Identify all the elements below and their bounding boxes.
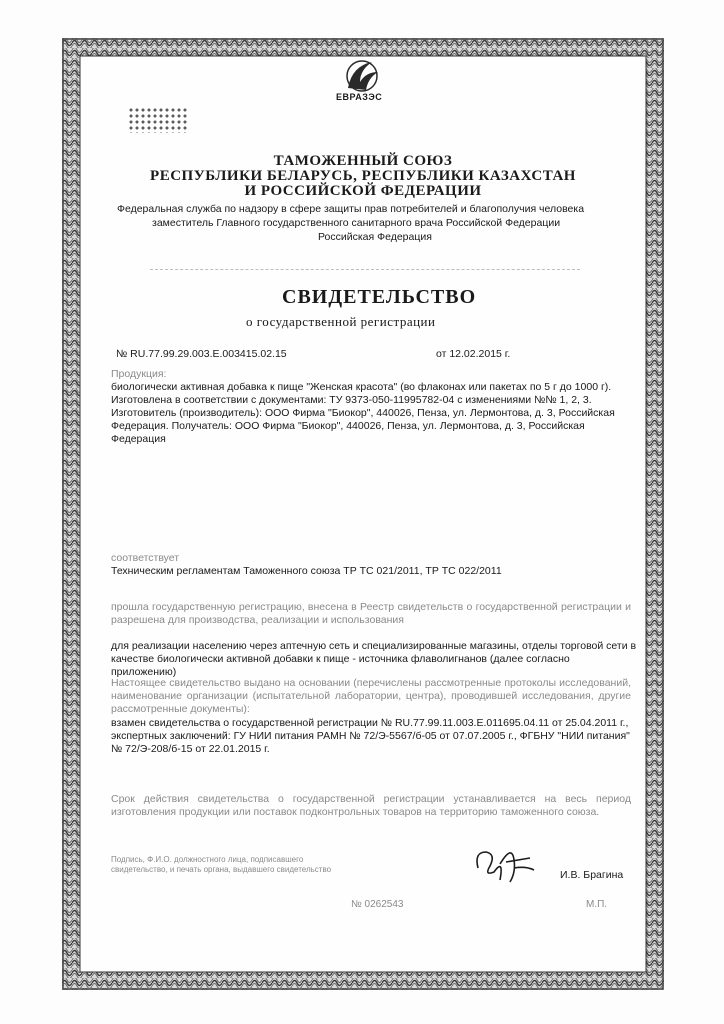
union-countries: РЕСПУБЛИКИ БЕЛАРУСЬ, РЕСПУБЛИКИ КАЗАХСТАН — [150, 168, 576, 184]
serial-number: № 0262543 — [351, 899, 404, 910]
stamp-mark: М.П. — [586, 899, 608, 910]
union-federation: И РОССИЙСКОЙ ФЕДЕРАЦИИ — [244, 183, 482, 199]
authority-line-3: Российская Федерация — [318, 231, 432, 243]
product-label: Продукция: — [111, 368, 167, 380]
divider — [150, 269, 580, 270]
union-title: ТАМОЖЕННЫЙ СОЮЗ — [273, 153, 453, 169]
signature-icon — [470, 838, 540, 888]
certificate-title: СВИДЕТЕЛЬСТВО — [282, 286, 477, 308]
conforms-text: Техническим регламентам Таможенного союза ТР ТС 021/2011, ТР ТС 022/2011 — [111, 565, 502, 577]
authority-line-1: Федеральная служба по надзору в сфере защиты прав потребителей и благополучия человека — [117, 203, 585, 215]
conforms-label: соответствует — [111, 552, 180, 564]
product-description: биологически активная добавка к пище "Женская красота" (во флаконах или пакетах по 5 г до 1000 г). Изготовлена в соответствии с документами: ТУ 9373-050-11995782-04 с изменениями №№ 1, 2, 3. Изготовитель (производитель): ООО Фирма "Биокор", 440026, Пенза, ул. Лермонтова, д. 3, Российская Федерация. Получатель: ООО Фирма "Биокор", 440026, Пенза, ул. Лермонтова, д. 3, Российская Федерация — [111, 381, 615, 445]
validity-text: Срок действия свидетельства о государственной регистрации устанавливается на весь период изготовления продукции или поставок подконтрольных товаров на территорию таможенного союза. — [111, 793, 631, 818]
authority-line-2: заместитель Главного государственного санитарного врача Российской Федерации — [152, 217, 561, 229]
signatory-note: Подпись, Ф.И.О. должностного лица, подписавшего свидетельство, и печать органа, выдавшего свидетельство — [111, 855, 332, 874]
certificate-subtitle: о государственной регистрации — [246, 314, 436, 329]
registration-number: № RU.77.99.29.003.E.003415.02.15 — [116, 348, 287, 360]
security-dots-icon — [128, 107, 188, 133]
registration-passed-text: прошла государственную регистрацию, внесена в Реестр свидетельств о государственной регистрации и разрешена для производства, реализации и использования — [111, 601, 631, 626]
registration-date: от 12.02.2015 г. — [436, 348, 511, 360]
basis-text: Настоящее свидетельство выдано на основании (перечислены рассмотренные протоколы исследований, наименование организации (испытательной лаборатории, центра), проводившей исследования, другие рассмотренные документы): — [111, 677, 631, 715]
logo-text: ЕВРАЗЭС — [336, 92, 383, 102]
replaces-text: взамен свидетельства о государственной регистрации № RU.77.99.11.003.E.011695.04.11 от 25.04.2011 г., экспертных заключений: ГУ НИИ питания РАМН № 72/Э-5567/б-05 от 07.07.2005 г., ФГБНУ "НИИ питания" № 72/Э-208/б-15 от 22.01.2015 г. — [111, 717, 630, 755]
usage-text: для реализации населению через аптечную сеть и специализированные магазины, отделы торговой сети в качестве биологически активной добавки к пище - источника флаволигнанов (далее согласно приложению) — [111, 640, 637, 678]
signer-name: И.В. Брагина — [560, 869, 624, 881]
eurasec-logo-icon — [338, 58, 386, 94]
